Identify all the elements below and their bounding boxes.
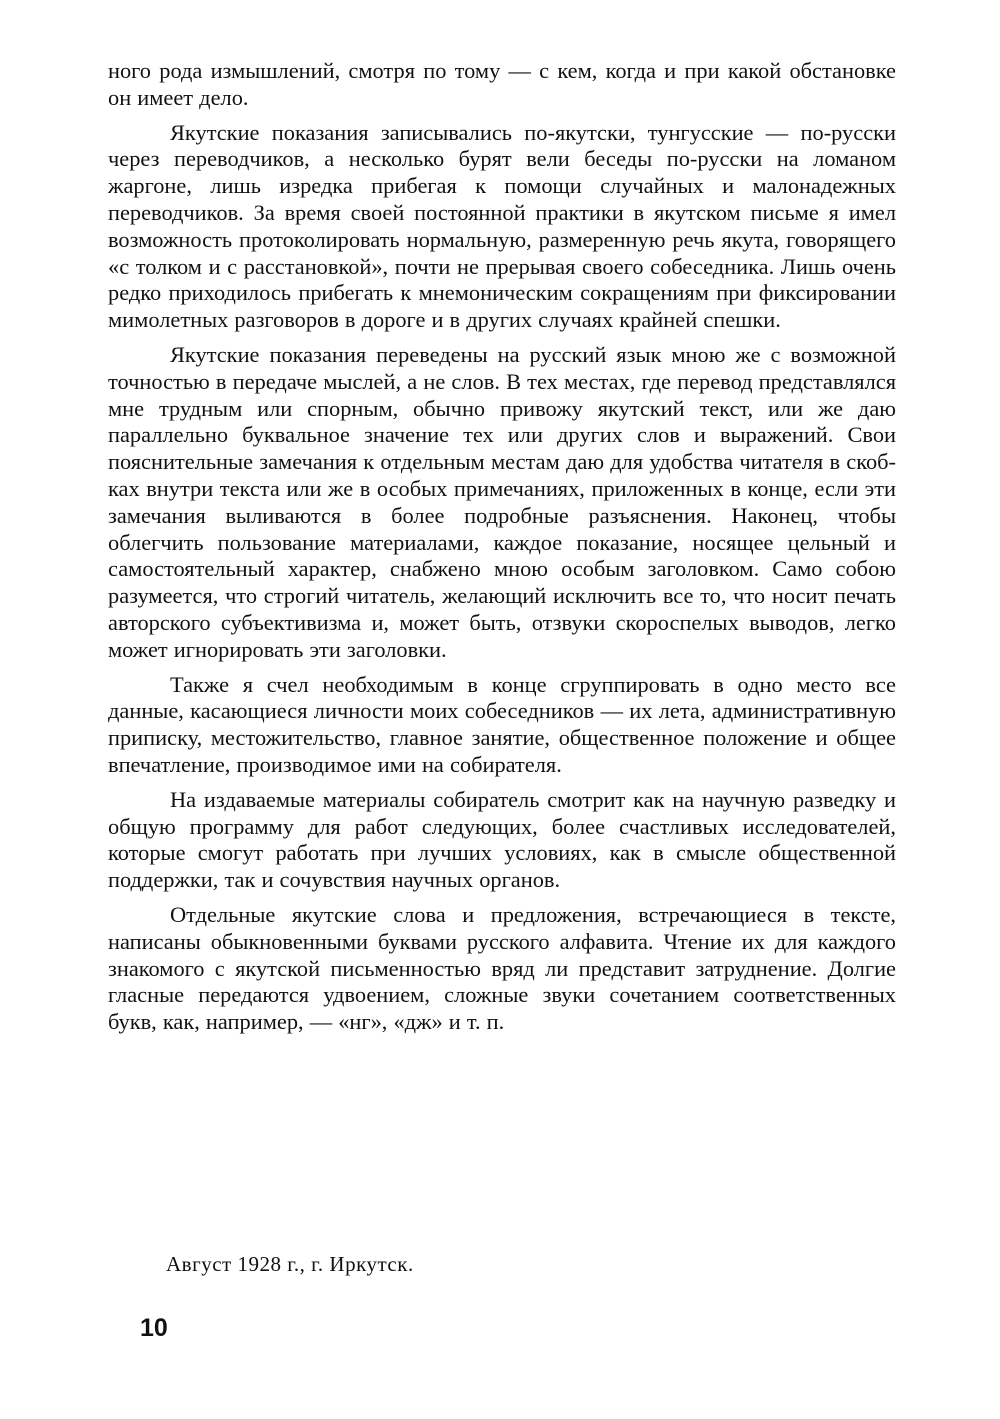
- page-body: [108, 58, 896, 1036]
- paragraph: На издаваемые материалы собиратель смотрит как на научную разведку и общую программу для работ следующих, более счастливых исследователей, которые смогут работать при лучших условиях, как в смысле общественной поддержки, так и сочувствия научных органов.: [108, 786, 896, 893]
- paragraph: Якутские показания переведены на русский язык мною же с возможной точностью в передаче мыслей, а не слов. В тех местах, где перевод представлялся мне трудным или спорным, обычно привожу якутский текст, или же даю параллельно буквальное значение тех или других слов и выражений. Свои пояснительные замечания к отдельным местам даю для удобства читателя в скобках внутри текста или же в особых примечаниях, приложенных в конце, если эти замечания выливаются в более подробные разъяснения. Наконец, чтобы облегчить пользование материалами, каждое показание, носящее цельный и самостоятельный характер, снабжено мною особым заголовком. Само собою разумеется, что строгий читатель, желающий исключить все то, что носит печать авторского субъективизма и, может быть, отзвуки скороспелых выводов, легко может игнорировать эти заголовки.: [108, 341, 896, 662]
- date-place-signoff: Август 1928 г., г. Иркутск.: [166, 1252, 414, 1276]
- paragraph: Отдельные якутские слова и предложения, встречающиеся в тексте, написаны обыкновенными буквами русского алфавита. Чтение их для каждого знакомого с якутской письменностью вряд ли представит затруднение. Долгие гласные передаются удвоением, сложные звуки сочетанием соответственных букв, как, например, — «нг», «дж» и т. п.: [108, 901, 896, 1035]
- paragraph: Также я счел необходимым в конце сгруппировать в одно место все данные, касающиеся личности моих собеседников — их лета, административную приписку, местожительство, главное занятие, общественное положение и общее впечатление, производимое ими на собирателя.: [108, 671, 896, 777]
- paragraph: ного рода измышлений, смотря по тому — с кем, когда и при какой обстановке он имеет дело.: [108, 58, 896, 110]
- paragraph: Якутские показания записывались по-якутски, тунгусские — по-русски через переводчиков, а несколько бурят вели беседы по-русски на ломаном жаргоне, лишь изредка прибегая к помощи случайных и малонадежных переводчиков. За время своей постоянной практики в якутском письме я имел возможность протоколировать нормальную, размеренную речь якута, говорящего «с толком и с расстановкой», почти не прерывая своего собеседника. Лишь очень редко приходилось прибегать к мнемоническим сокращениям при фиксировании мимолетных разговоров в дороге и в других случаях крайней спешки.: [108, 119, 896, 333]
- page-number: 10: [140, 1314, 168, 1342]
